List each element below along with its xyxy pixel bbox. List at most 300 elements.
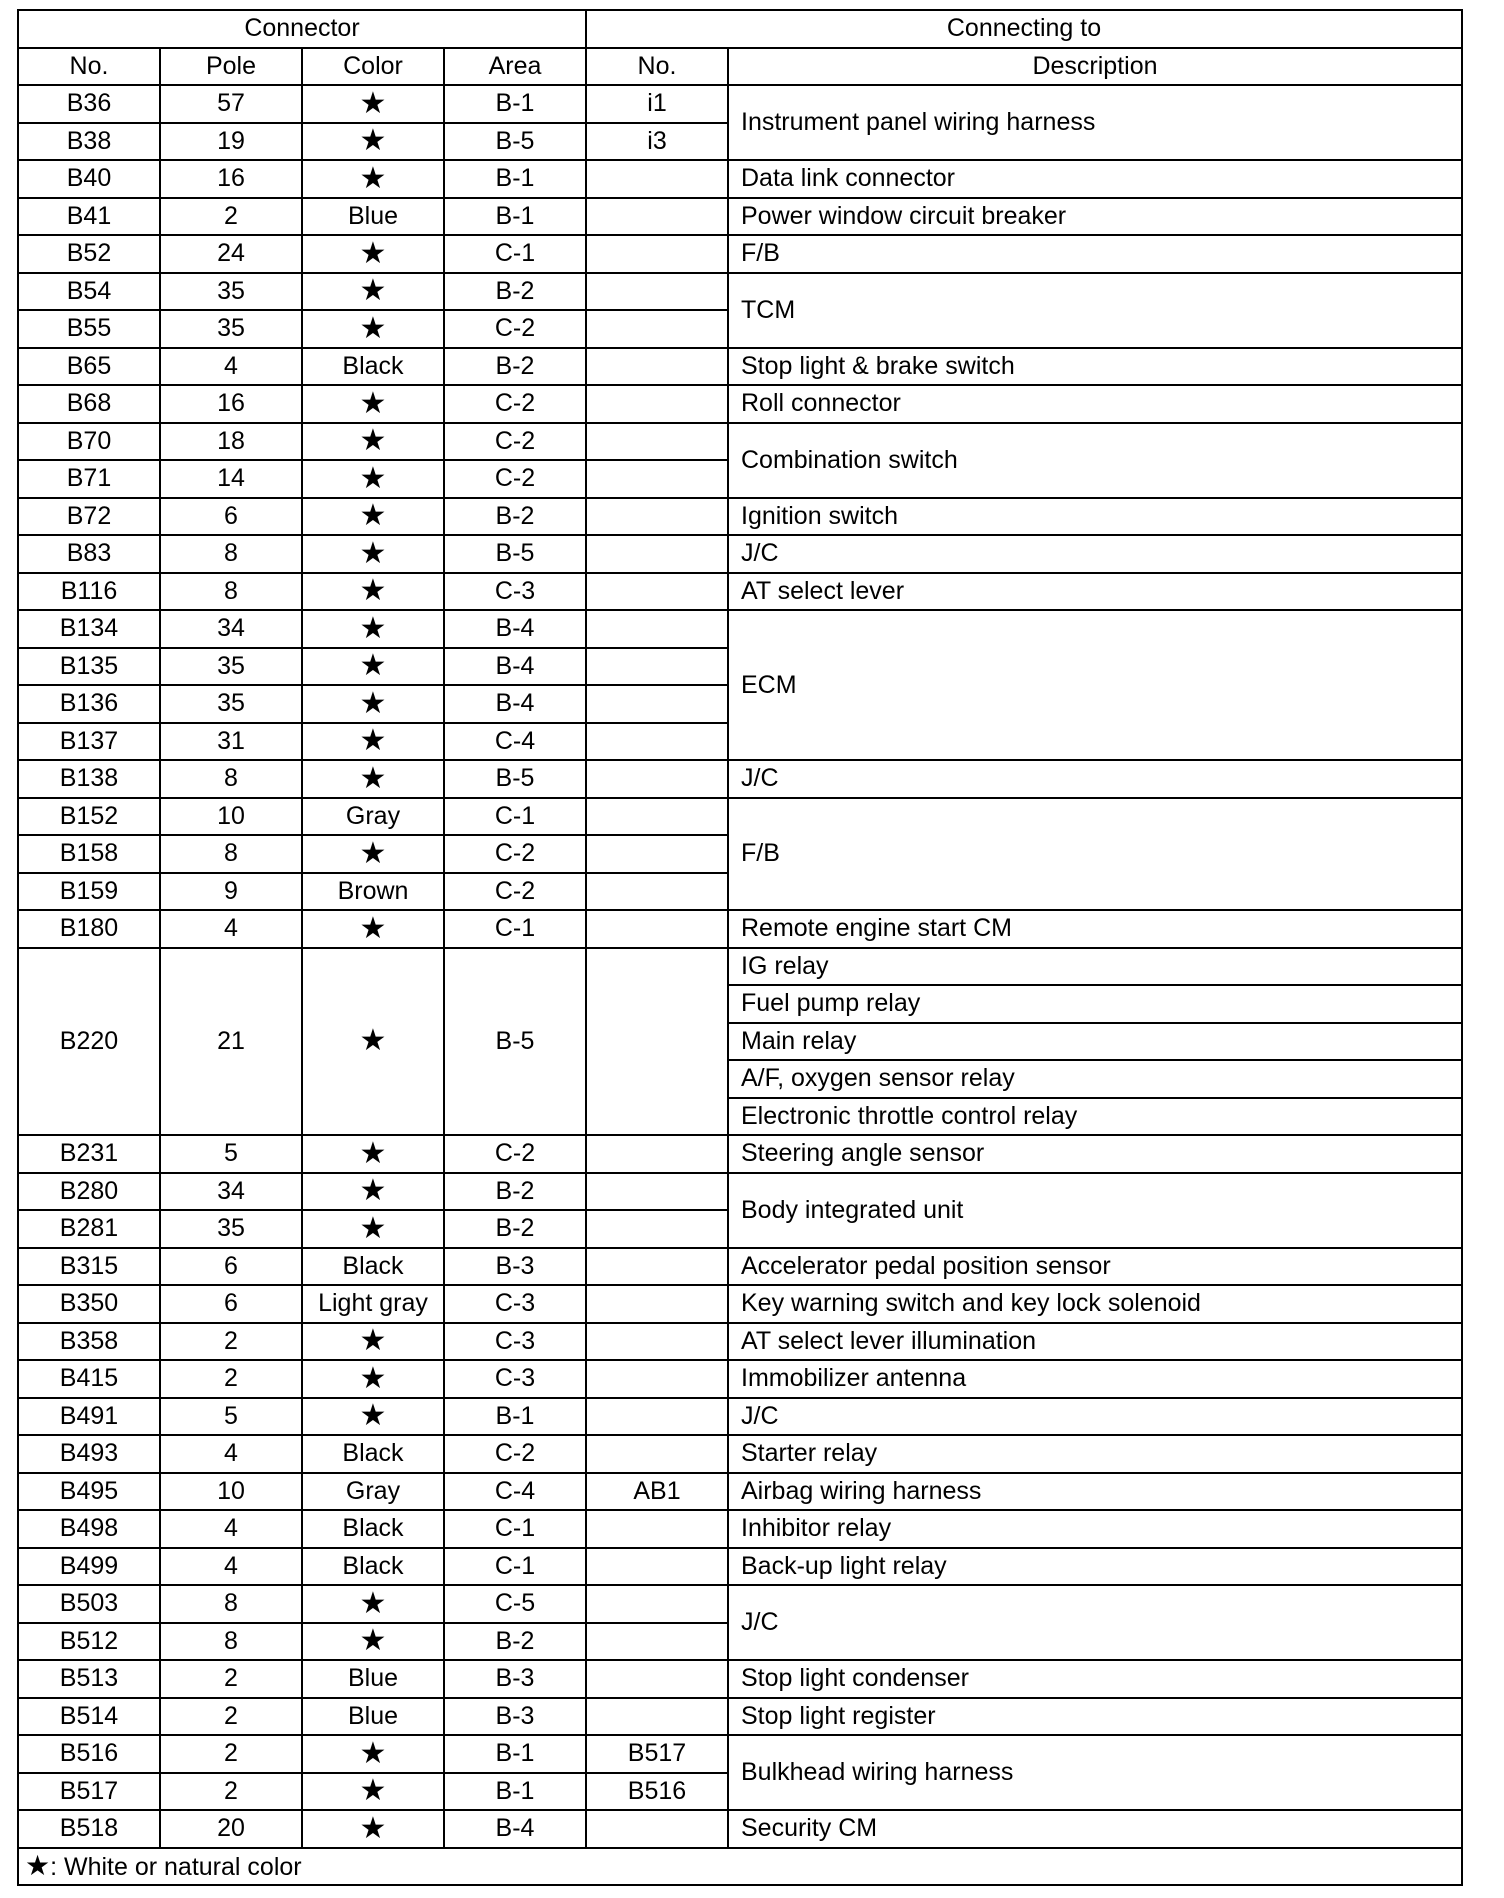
- pole-cell: 6: [160, 1248, 302, 1286]
- color-cell: [302, 1623, 444, 1661]
- connecting-no-cell: [586, 1548, 728, 1586]
- pole-cell: 20: [160, 1810, 302, 1848]
- description-cell: Back-up light relay: [728, 1548, 1462, 1586]
- connector-no-cell: B135: [18, 648, 160, 686]
- connecting-no-cell: [586, 385, 728, 423]
- color-cell: [302, 723, 444, 761]
- connector-no-cell: B516: [18, 1735, 160, 1773]
- connecting-no-cell: i3: [586, 123, 728, 161]
- pole-cell: 5: [160, 1135, 302, 1173]
- area-cell: C-1: [444, 235, 586, 273]
- star-icon: ★: [359, 161, 387, 195]
- pole-cell: 8: [160, 535, 302, 573]
- description-cell: Inhibitor relay: [728, 1510, 1462, 1548]
- pole-cell: 16: [160, 385, 302, 423]
- color-cell: Blue: [302, 1660, 444, 1698]
- color-cell: [302, 310, 444, 348]
- pole-cell: 35: [160, 1210, 302, 1248]
- pole-cell: 10: [160, 798, 302, 836]
- color-cell: Gray: [302, 1473, 444, 1511]
- connector-no-cell: B72: [18, 498, 160, 536]
- description-cell: Steering angle sensor: [728, 1135, 1462, 1173]
- table-row: [18, 1585, 1462, 1623]
- legend-row: [18, 1848, 1462, 1886]
- color-cell: Black: [302, 1248, 444, 1286]
- color-cell: [302, 760, 444, 798]
- connector-no-cell: B158: [18, 835, 160, 873]
- table-row: [18, 573, 1462, 611]
- star-icon: ★: [359, 1361, 387, 1395]
- pole-cell: 4: [160, 1510, 302, 1548]
- table-row: [18, 1698, 1462, 1736]
- area-cell: B-5: [444, 948, 586, 1136]
- connecting-no-cell: [586, 798, 728, 836]
- description-column-header: Description: [728, 48, 1462, 86]
- area-cell: B-5: [444, 535, 586, 573]
- star-icon: ★: [359, 1174, 387, 1208]
- pole-cell: 35: [160, 685, 302, 723]
- description-cell: Stop light condenser: [728, 1660, 1462, 1698]
- description-cell: Electronic throttle control relay: [728, 1098, 1462, 1136]
- color-column-header: Color: [302, 48, 444, 86]
- connector-no-cell: B350: [18, 1285, 160, 1323]
- star-icon: ★: [359, 461, 387, 495]
- connector-no-cell: B36: [18, 85, 160, 123]
- table-row: [18, 1398, 1462, 1436]
- area-cell: B-2: [444, 1173, 586, 1211]
- area-cell: C-2: [444, 873, 586, 911]
- color-cell: [302, 385, 444, 423]
- area-cell: B-1: [444, 198, 586, 236]
- connecting-no-cell: [586, 1810, 728, 1848]
- description-cell: TCM: [728, 273, 1462, 348]
- connecting-no-cell: [586, 948, 728, 1136]
- star-icon: ★: [359, 1774, 387, 1808]
- connector-no-cell: B493: [18, 1435, 160, 1473]
- pole-cell: 4: [160, 1548, 302, 1586]
- connecting-no-cell: [586, 1623, 728, 1661]
- area-cell: C-1: [444, 1548, 586, 1586]
- connector-no-cell: B83: [18, 535, 160, 573]
- connector-no-cell: B503: [18, 1585, 160, 1623]
- pole-cell: 9: [160, 873, 302, 911]
- connecting-no-cell: [586, 1173, 728, 1211]
- connecting-no-cell: [586, 535, 728, 573]
- color-cell: [302, 1585, 444, 1623]
- table-row: [18, 1473, 1462, 1511]
- connecting-no-cell: [586, 1135, 728, 1173]
- color-cell: [302, 498, 444, 536]
- pole-cell: 8: [160, 1585, 302, 1623]
- star-icon: ★: [359, 86, 387, 120]
- pole-cell: 2: [160, 1773, 302, 1811]
- color-cell: Gray: [302, 798, 444, 836]
- connecting-no-cell: [586, 1510, 728, 1548]
- color-cell: [302, 1810, 444, 1848]
- description-cell: Stop light register: [728, 1698, 1462, 1736]
- table-row: [18, 423, 1462, 461]
- description-cell: ECM: [728, 610, 1462, 760]
- table-row: [18, 1548, 1462, 1586]
- pole-cell: 18: [160, 423, 302, 461]
- color-cell: [302, 535, 444, 573]
- table-row: [18, 1810, 1462, 1848]
- area-cell: C-2: [444, 835, 586, 873]
- pole-cell: 8: [160, 835, 302, 873]
- description-cell: J/C: [728, 1398, 1462, 1436]
- connector-no-cell: B220: [18, 948, 160, 1136]
- description-cell: Body integrated unit: [728, 1173, 1462, 1248]
- connecting-no-cell: [586, 610, 728, 648]
- connector-no-cell: B159: [18, 873, 160, 911]
- connector-no-cell: B71: [18, 460, 160, 498]
- description-cell: Security CM: [728, 1810, 1462, 1848]
- color-cell: Black: [302, 1510, 444, 1548]
- area-cell: B-4: [444, 1810, 586, 1848]
- star-icon: ★: [359, 724, 387, 758]
- description-cell: Main relay: [728, 1023, 1462, 1061]
- pole-cell: 2: [160, 1735, 302, 1773]
- table-row: [18, 1285, 1462, 1323]
- connecting-no-cell: [586, 1698, 728, 1736]
- color-cell: [302, 1398, 444, 1436]
- table-row: [18, 1510, 1462, 1548]
- connector-no-cell: B514: [18, 1698, 160, 1736]
- connecting-no-cell: [586, 160, 728, 198]
- area-cell: C-3: [444, 1285, 586, 1323]
- description-cell: Key warning switch and key lock solenoid: [728, 1285, 1462, 1323]
- area-cell: B-4: [444, 685, 586, 723]
- pole-cell: 21: [160, 948, 302, 1136]
- pole-cell: 4: [160, 348, 302, 386]
- connecting-no-cell: [586, 423, 728, 461]
- connecting-no-cell: [586, 1285, 728, 1323]
- star-icon: ★: [359, 911, 387, 945]
- table-row: [18, 235, 1462, 273]
- color-cell: [302, 1360, 444, 1398]
- area-cell: B-2: [444, 273, 586, 311]
- area-cell: C-2: [444, 1135, 586, 1173]
- description-cell: IG relay: [728, 948, 1462, 986]
- area-cell: C-4: [444, 1473, 586, 1511]
- pole-cell: 4: [160, 1435, 302, 1473]
- description-cell: Fuel pump relay: [728, 985, 1462, 1023]
- connector-no-cell: B138: [18, 760, 160, 798]
- star-icon: ★: [359, 424, 387, 458]
- area-cell: C-1: [444, 1510, 586, 1548]
- table-row: [18, 273, 1462, 311]
- table-row: [18, 535, 1462, 573]
- connector-no-cell: B415: [18, 1360, 160, 1398]
- area-cell: B-1: [444, 85, 586, 123]
- connector-no-cell: B231: [18, 1135, 160, 1173]
- table-row: [18, 798, 1462, 836]
- pole-cell: 35: [160, 273, 302, 311]
- connecting-no-cell: B517: [586, 1735, 728, 1773]
- color-cell: [302, 273, 444, 311]
- table-row: [18, 1735, 1462, 1773]
- color-cell: [302, 610, 444, 648]
- color-cell: Black: [302, 348, 444, 386]
- color-cell: [302, 1210, 444, 1248]
- star-icon: ★: [359, 386, 387, 420]
- pole-column-header: Pole: [160, 48, 302, 86]
- pole-cell: 2: [160, 1360, 302, 1398]
- connector-no-cell: B137: [18, 723, 160, 761]
- color-cell: Blue: [302, 198, 444, 236]
- connecting-no-cell: [586, 460, 728, 498]
- connecting-no-cell: [586, 723, 728, 761]
- connecting-no-cell: [586, 910, 728, 948]
- pole-cell: 2: [160, 198, 302, 236]
- star-icon: ★: [359, 1399, 387, 1433]
- pole-cell: 19: [160, 123, 302, 161]
- pole-cell: 8: [160, 573, 302, 611]
- star-icon: ★: [359, 236, 387, 270]
- area-cell: C-4: [444, 723, 586, 761]
- pole-cell: 6: [160, 498, 302, 536]
- pole-cell: 57: [160, 85, 302, 123]
- star-icon: ★: [359, 124, 387, 158]
- table-row: [18, 1660, 1462, 1698]
- description-cell: J/C: [728, 1585, 1462, 1660]
- description-cell: Bulkhead wiring harness: [728, 1735, 1462, 1810]
- connector-no-cell: B54: [18, 273, 160, 311]
- connector-no-cell: B358: [18, 1323, 160, 1361]
- area-cell: B-4: [444, 610, 586, 648]
- area-cell: B-2: [444, 1623, 586, 1661]
- description-cell: Instrument panel wiring harness: [728, 85, 1462, 160]
- connector-no-cell: B512: [18, 1623, 160, 1661]
- connecting-no-cell: [586, 573, 728, 611]
- description-cell: Remote engine start CM: [728, 910, 1462, 948]
- area-cell: C-2: [444, 310, 586, 348]
- connector-no-cell: B55: [18, 310, 160, 348]
- pole-cell: 6: [160, 1285, 302, 1323]
- star-icon: ★: [359, 611, 387, 645]
- connecting-no-cell: [586, 1660, 728, 1698]
- table-body: [18, 85, 1462, 1848]
- color-cell: [302, 648, 444, 686]
- area-cell: B-5: [444, 760, 586, 798]
- description-cell: Combination switch: [728, 423, 1462, 498]
- area-cell: C-1: [444, 798, 586, 836]
- star-icon: ★: [359, 1024, 387, 1058]
- table-row: [18, 760, 1462, 798]
- pole-cell: 35: [160, 310, 302, 348]
- area-cell: C-3: [444, 1323, 586, 1361]
- color-cell: [302, 160, 444, 198]
- description-cell: F/B: [728, 798, 1462, 911]
- connecting-no-cell: [586, 1210, 728, 1248]
- description-cell: Starter relay: [728, 1435, 1462, 1473]
- pole-cell: 8: [160, 760, 302, 798]
- connector-table: [17, 9, 1463, 1886]
- area-cell: B-2: [444, 348, 586, 386]
- table-row: [18, 1173, 1462, 1211]
- area-cell: C-2: [444, 460, 586, 498]
- table-row: [18, 1435, 1462, 1473]
- star-icon: ★: [359, 686, 387, 720]
- connecting-no-cell: [586, 835, 728, 873]
- description-cell: J/C: [728, 760, 1462, 798]
- table-row: [18, 198, 1462, 236]
- connector-no-cell: B180: [18, 910, 160, 948]
- connecting-no-cell: [586, 1323, 728, 1361]
- connecting-to-group-header: Connecting to: [586, 10, 1462, 48]
- star-icon: ★: [359, 1624, 387, 1658]
- area-cell: C-3: [444, 573, 586, 611]
- connector-no-cell: B52: [18, 235, 160, 273]
- table-row: [18, 910, 1462, 948]
- legend: [18, 1848, 1462, 1886]
- area-column-header: Area: [444, 48, 586, 86]
- color-cell: [302, 948, 444, 1136]
- connecting-no-cell: [586, 498, 728, 536]
- pole-cell: 8: [160, 1623, 302, 1661]
- connecting-no-cell: [586, 873, 728, 911]
- group-header-row: [18, 10, 1462, 48]
- star-icon: ★: [359, 761, 387, 795]
- connector-no-cell: B40: [18, 160, 160, 198]
- star-icon: ★: [359, 836, 387, 870]
- pole-cell: 2: [160, 1698, 302, 1736]
- connector-group-header: Connector: [18, 10, 586, 48]
- connector-no-cell: B136: [18, 685, 160, 723]
- pole-cell: 10: [160, 1473, 302, 1511]
- area-cell: B-1: [444, 1773, 586, 1811]
- pole-cell: 16: [160, 160, 302, 198]
- description-cell: Power window circuit breaker: [728, 198, 1462, 236]
- connecting-no-cell: [586, 1360, 728, 1398]
- pole-cell: 31: [160, 723, 302, 761]
- star-icon: ★: [359, 1736, 387, 1770]
- table-row: [18, 1360, 1462, 1398]
- description-cell: Roll connector: [728, 385, 1462, 423]
- area-cell: B-1: [444, 160, 586, 198]
- connecting-no-cell: i1: [586, 85, 728, 123]
- color-cell: [302, 123, 444, 161]
- table-row: [18, 385, 1462, 423]
- color-cell: [302, 910, 444, 948]
- description-cell: Accelerator pedal position sensor: [728, 1248, 1462, 1286]
- color-cell: [302, 1135, 444, 1173]
- star-icon: ★: [359, 1811, 387, 1845]
- connecting-no-cell: [586, 198, 728, 236]
- table-row: [18, 948, 1462, 986]
- area-cell: B-3: [444, 1660, 586, 1698]
- color-cell: [302, 1173, 444, 1211]
- color-cell: Brown: [302, 873, 444, 911]
- table-row: [18, 1248, 1462, 1286]
- legend-text: : White or natural color: [50, 1853, 302, 1882]
- star-icon: ★: [359, 574, 387, 608]
- color-cell: Black: [302, 1548, 444, 1586]
- connector-no-cell: B518: [18, 1810, 160, 1848]
- pole-cell: 14: [160, 460, 302, 498]
- star-icon: ★: [359, 1136, 387, 1170]
- area-cell: C-3: [444, 1360, 586, 1398]
- area-cell: B-4: [444, 648, 586, 686]
- area-cell: B-3: [444, 1248, 586, 1286]
- connecting-no-cell: [586, 685, 728, 723]
- color-cell: [302, 573, 444, 611]
- description-cell: A/F, oxygen sensor relay: [728, 1060, 1462, 1098]
- connector-no-cell: B134: [18, 610, 160, 648]
- table-row: [18, 1323, 1462, 1361]
- area-cell: C-2: [444, 1435, 586, 1473]
- table-row: [18, 160, 1462, 198]
- color-cell: [302, 1735, 444, 1773]
- connector-no-cell: B116: [18, 573, 160, 611]
- area-cell: C-5: [444, 1585, 586, 1623]
- area-cell: C-1: [444, 910, 586, 948]
- table-row: [18, 1135, 1462, 1173]
- pole-cell: 2: [160, 1660, 302, 1698]
- color-cell: [302, 423, 444, 461]
- connector-no-cell: B491: [18, 1398, 160, 1436]
- area-cell: B-3: [444, 1698, 586, 1736]
- connector-no-cell: B495: [18, 1473, 160, 1511]
- star-icon: ★: [359, 649, 387, 683]
- star-icon: ★: [359, 1586, 387, 1620]
- connector-no-cell: B517: [18, 1773, 160, 1811]
- connecting-no-cell: [586, 235, 728, 273]
- color-cell: [302, 685, 444, 723]
- color-cell: Light gray: [302, 1285, 444, 1323]
- connecting-no-cell: [586, 1585, 728, 1623]
- star-icon: ★: [359, 499, 387, 533]
- connector-no-cell: B513: [18, 1660, 160, 1698]
- table-row: [18, 85, 1462, 123]
- connecting-no-cell: [586, 760, 728, 798]
- description-cell: Immobilizer antenna: [728, 1360, 1462, 1398]
- pole-cell: 24: [160, 235, 302, 273]
- color-cell: [302, 85, 444, 123]
- area-cell: B-2: [444, 498, 586, 536]
- connecting-no-cell: [586, 348, 728, 386]
- color-cell: [302, 1323, 444, 1361]
- connector-no-cell: B280: [18, 1173, 160, 1211]
- connector-no-cell: B70: [18, 423, 160, 461]
- connecting-no-cell: [586, 1398, 728, 1436]
- color-cell: [302, 835, 444, 873]
- description-cell: F/B: [728, 235, 1462, 273]
- color-cell: Black: [302, 1435, 444, 1473]
- star-icon: ★: [359, 311, 387, 345]
- area-cell: C-2: [444, 423, 586, 461]
- area-cell: C-2: [444, 385, 586, 423]
- connector-no-cell: B65: [18, 348, 160, 386]
- area-cell: B-5: [444, 123, 586, 161]
- description-cell: AT select lever: [728, 573, 1462, 611]
- connector-no-cell: B315: [18, 1248, 160, 1286]
- area-cell: B-1: [444, 1735, 586, 1773]
- pole-cell: 34: [160, 610, 302, 648]
- description-cell: Airbag wiring harness: [728, 1473, 1462, 1511]
- column-header-row: [18, 48, 1462, 86]
- pole-cell: 5: [160, 1398, 302, 1436]
- area-cell: B-2: [444, 1210, 586, 1248]
- pole-cell: 35: [160, 648, 302, 686]
- connector-no-cell: B152: [18, 798, 160, 836]
- connector-no-cell: B498: [18, 1510, 160, 1548]
- color-cell: [302, 235, 444, 273]
- connecting-no-cell: [586, 1248, 728, 1286]
- pole-cell: 4: [160, 910, 302, 948]
- star-icon: ★: [359, 536, 387, 570]
- table-row: [18, 498, 1462, 536]
